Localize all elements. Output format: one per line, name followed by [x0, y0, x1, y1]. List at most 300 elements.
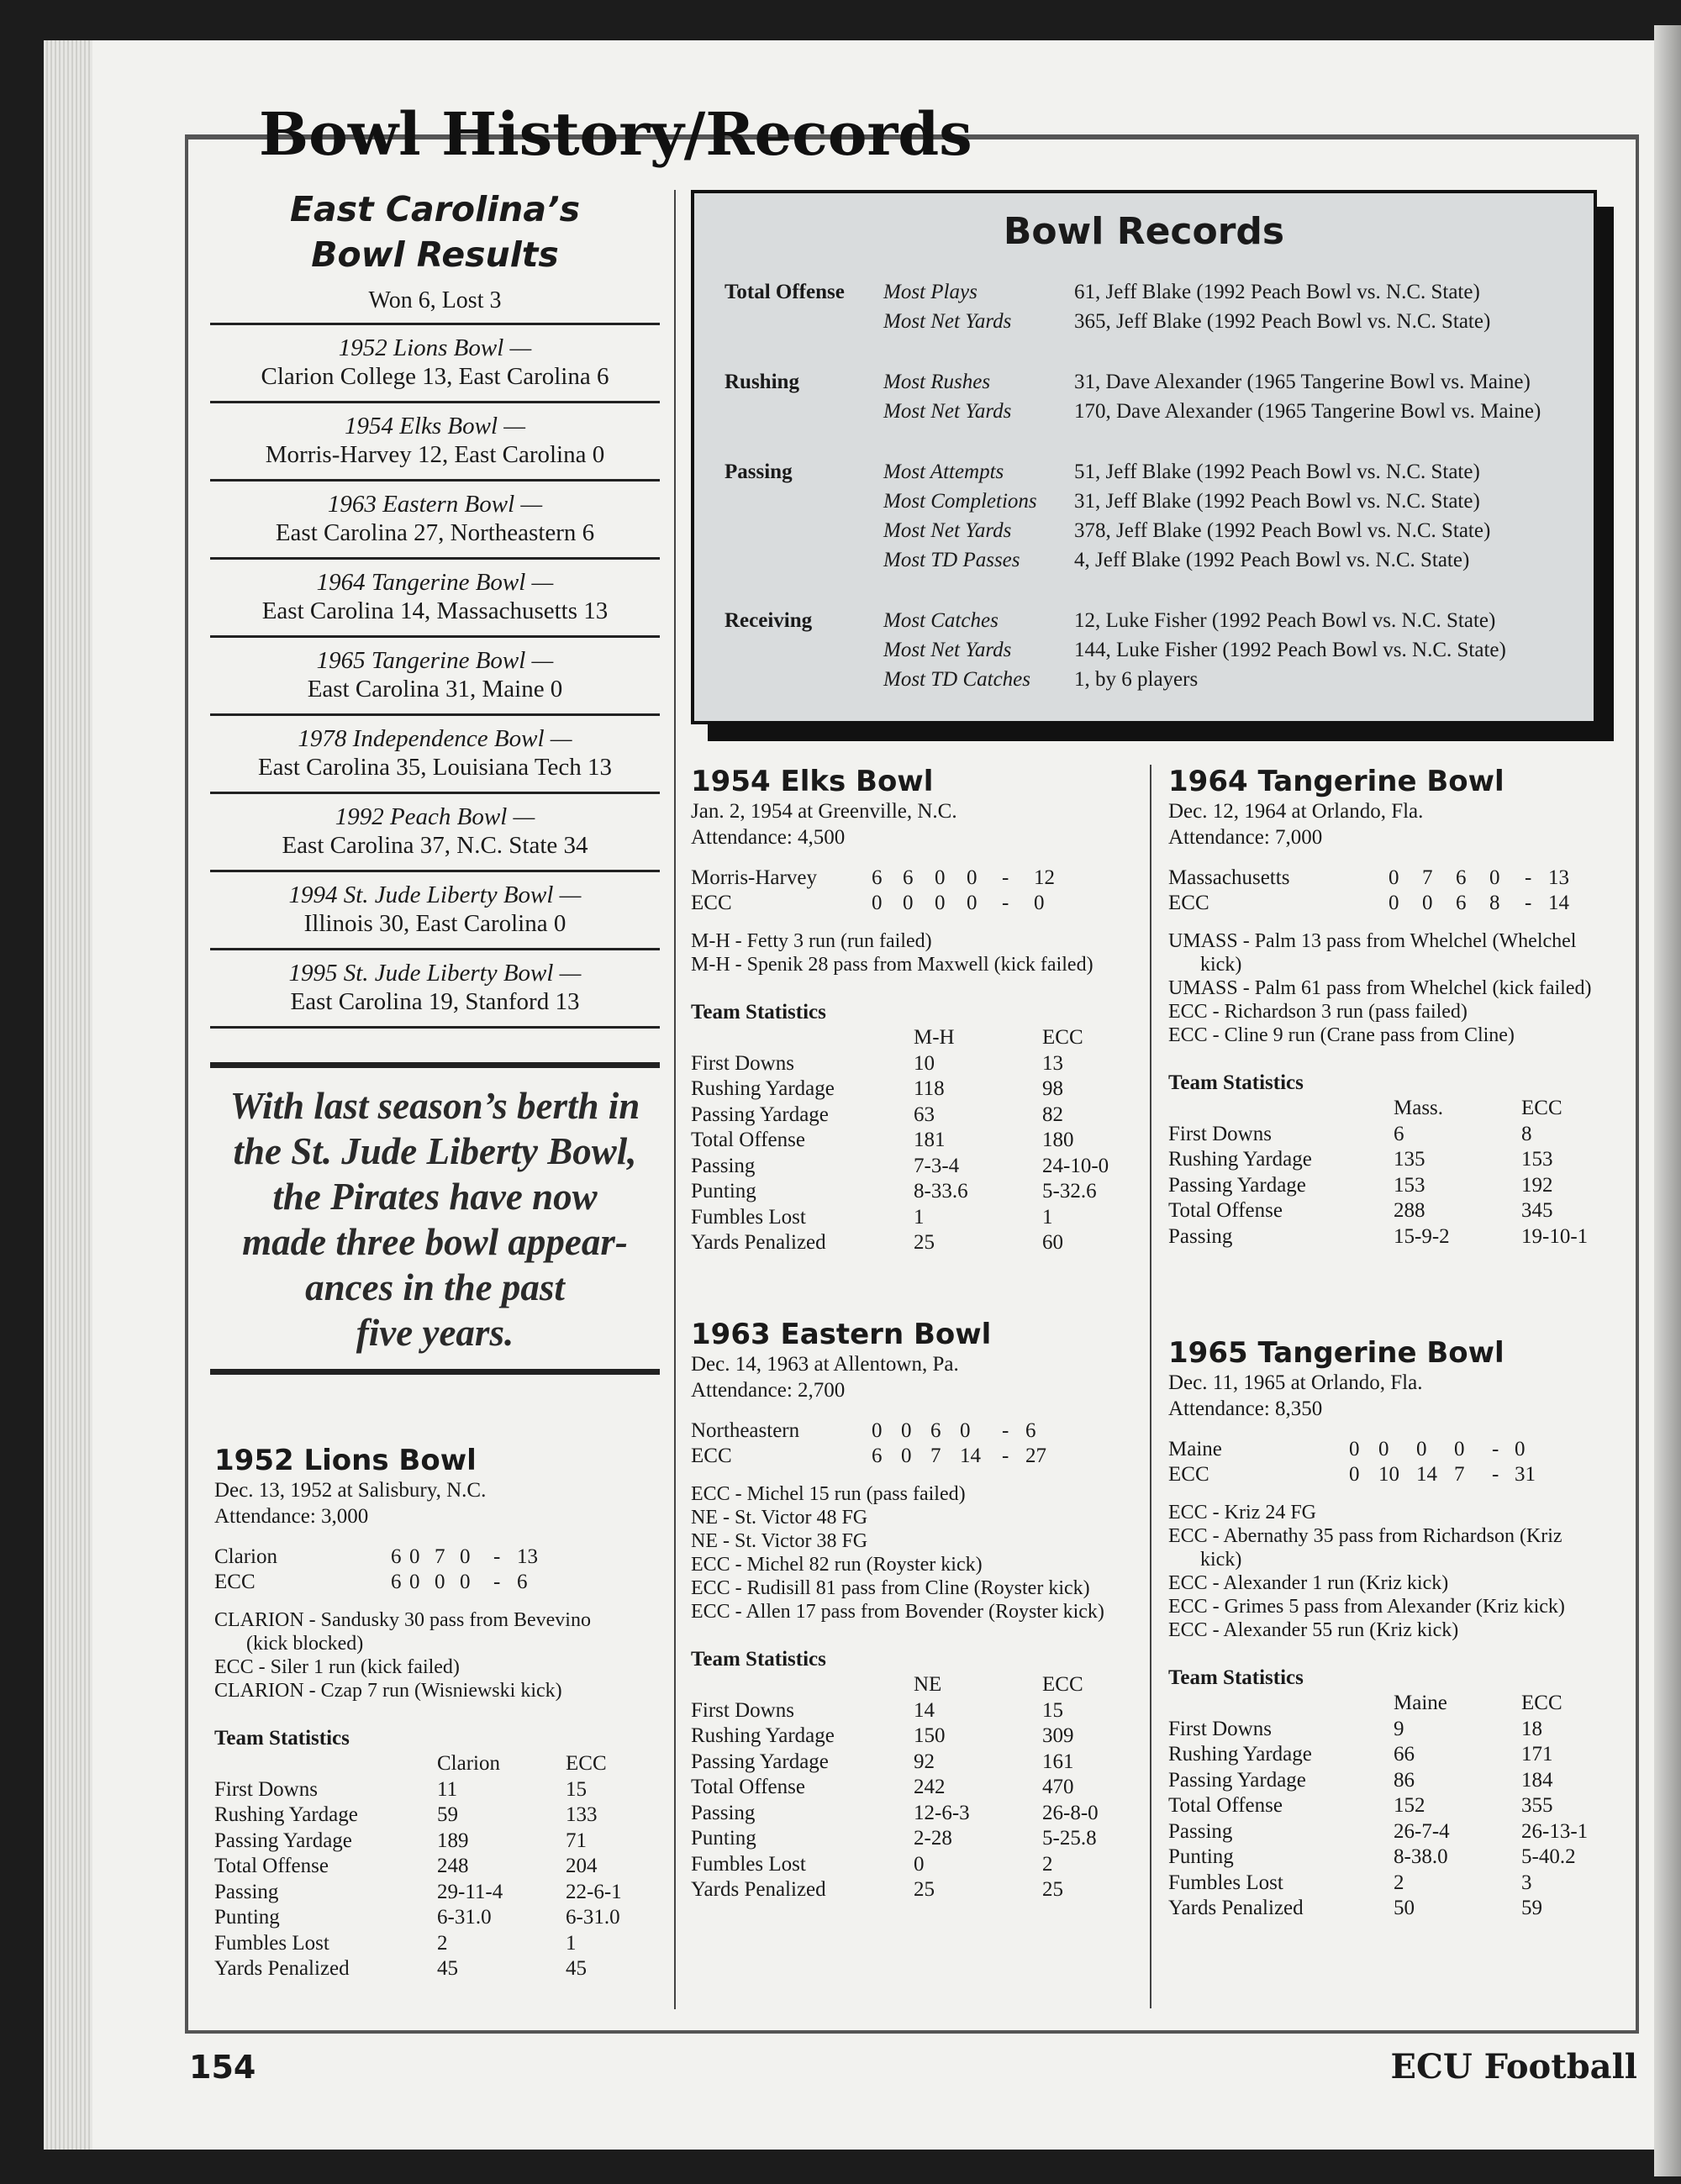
stats-row: [691, 1205, 1128, 1231]
stat-value-team1: 242: [914, 1776, 946, 1798]
stat-value-team1: 150: [914, 1724, 946, 1747]
score-dash: -: [1492, 1438, 1499, 1460]
game-1963-eastern-bowl: [691, 1318, 1128, 1903]
stats-row: [691, 1051, 1128, 1077]
stat-label: Fumbles Lost: [691, 1205, 806, 1229]
score-quarter: 10: [1378, 1463, 1399, 1486]
stat-value-team1: 2: [1394, 1871, 1404, 1894]
stats-row: [691, 1179, 1128, 1205]
stat-value-team1: 9: [1394, 1717, 1404, 1740]
scoring-play: M-H - Fetty 3 run (run failed): [691, 930, 932, 952]
stat-value-team1: 135: [1394, 1148, 1425, 1171]
stat-label: Passing Yardage: [1168, 1173, 1306, 1197]
quote-line: ances in the past: [305, 1266, 565, 1308]
stats-header-team2: ECC: [1042, 1673, 1083, 1696]
record-label: Most Plays: [883, 281, 978, 303]
page-edge: [44, 40, 92, 2150]
score-team: Maine: [1168, 1438, 1222, 1460]
score-quarter: 8: [1489, 892, 1500, 914]
score-quarter: 0: [1349, 1438, 1360, 1460]
score-quarter: 6: [391, 1571, 402, 1593]
stat-value-team2: 6-31.0: [566, 1906, 620, 1929]
stat-label: Passing: [1168, 1819, 1233, 1843]
score-quarter: 14: [960, 1445, 981, 1467]
record-label: Most Attempts: [883, 460, 1004, 483]
score-row: [1168, 1462, 1605, 1487]
stats-row: [691, 1698, 1128, 1724]
record-cat: Total Offense: [725, 281, 845, 303]
stat-value-team2: 45: [566, 1957, 587, 1980]
stat-label: Rushing Yardage: [691, 1724, 835, 1747]
column-divider-right: [1150, 765, 1151, 2008]
bowl-result-name: 1963 Eastern Bowl —: [327, 491, 543, 518]
score-team: Morris-Harvey: [691, 866, 817, 889]
stats-row: [691, 1128, 1128, 1154]
score-quarter: 0: [1489, 866, 1500, 889]
score-dash: -: [1492, 1463, 1499, 1486]
score-quarter: 7: [1454, 1463, 1465, 1486]
stat-value-team2: 19-10-1: [1521, 1224, 1589, 1248]
stats-row: [1168, 1173, 1605, 1199]
score-team: ECC: [214, 1571, 256, 1593]
game-1964-tangerine-bowl: [1168, 765, 1605, 1250]
game-title: 1954 Elks Bowl: [691, 765, 934, 798]
score-quarter: 0: [901, 1445, 912, 1467]
score-row: [691, 1444, 1128, 1469]
bowl-result-item: [210, 872, 660, 950]
score-quarter: 0: [460, 1571, 471, 1593]
record-label: Most Catches: [883, 609, 999, 632]
stat-label: Passing Yardage: [691, 1750, 829, 1773]
record-cat: Receiving: [725, 609, 813, 632]
stats-row: [691, 1750, 1128, 1776]
bowl-results-heading: [210, 187, 660, 277]
score-total: 0: [1515, 1438, 1526, 1460]
stat-value-team1: 8-33.6: [914, 1180, 968, 1203]
bowl-result-item: [210, 794, 660, 872]
bowl-results-heading-line2: Bowl Results: [311, 234, 559, 275]
score-quarter: 0: [1389, 866, 1399, 889]
game-1954-elks-bowl: [691, 765, 1128, 1256]
game-attendance: Attendance: 8,350: [1168, 1397, 1323, 1420]
stats-row: [1168, 1845, 1605, 1871]
score-team: ECC: [1168, 892, 1209, 914]
stat-value-team2: 3: [1521, 1871, 1532, 1894]
team-statistics-title: Team Statistics: [691, 1648, 826, 1671]
stats-row: [691, 1775, 1128, 1801]
stat-value-team1: 25: [914, 1878, 935, 1901]
scoring-play: ECC - Allen 17 pass from Bovender (Royster kick): [691, 1601, 1104, 1623]
stat-value-team2: 153: [1521, 1148, 1553, 1171]
stats-row: [214, 1905, 626, 1931]
record-value: 51, Jeff Blake (1992 Peach Bowl vs. N.C. State): [1074, 460, 1480, 483]
record-label: Most Rushes: [883, 371, 991, 393]
score-total: 12: [1034, 866, 1055, 889]
game-attendance: Attendance: 7,000: [1168, 826, 1323, 849]
stat-value-team2: 98: [1042, 1077, 1063, 1100]
stats-row: [1168, 1768, 1605, 1794]
game-date: Jan. 2, 1954 at Greenville, N.C.: [691, 800, 957, 823]
team-statistics-title: Team Statistics: [1168, 1666, 1304, 1689]
scoring-play: ECC - Kriz 24 FG: [1168, 1502, 1316, 1524]
game-attendance: Attendance: 2,700: [691, 1379, 846, 1402]
game-date: Dec. 11, 1965 at Orlando, Fla.: [1168, 1371, 1423, 1394]
score-quarter: 0: [1378, 1438, 1389, 1460]
score-quarter: 0: [967, 892, 978, 914]
scoring-play: ECC - Alexander 1 run (Kriz kick): [1168, 1572, 1449, 1594]
scoring-play: ECC - Siler 1 run (kick failed): [214, 1656, 460, 1678]
game-1952-lions-bowl: [214, 1444, 626, 1982]
stat-value-team2: 13: [1042, 1051, 1063, 1075]
score-team: ECC: [691, 892, 732, 914]
scoring-play: ECC - Grimes 5 pass from Alexander (Kriz kick): [1168, 1596, 1565, 1618]
stat-value-team1: 50: [1394, 1897, 1415, 1919]
bowl-result-score: Clarion College 13, East Carolina 6: [261, 363, 609, 390]
stat-label: Fumbles Lost: [1168, 1871, 1283, 1894]
stat-label: Fumbles Lost: [691, 1852, 806, 1876]
stats-header: [214, 1751, 626, 1777]
score-row: [214, 1570, 626, 1595]
score-quarter: 0: [1389, 892, 1399, 914]
stat-label: Punting: [691, 1180, 756, 1203]
scoring-play: ECC - Cline 9 run (Crane pass from Cline): [1168, 1024, 1515, 1046]
record-label: Most TD Catches: [883, 668, 1030, 691]
stat-label: First Downs: [691, 1051, 794, 1075]
score-quarter: 6: [1456, 892, 1467, 914]
score-row: [1168, 1437, 1605, 1462]
bowl-result-score: East Carolina 27, Northeastern 6: [275, 519, 595, 546]
stat-value-team1: 66: [1394, 1743, 1415, 1766]
score-quarter: 14: [1416, 1463, 1437, 1486]
stat-value-team1: 10: [914, 1051, 935, 1075]
stat-value-team2: 71: [566, 1829, 587, 1852]
book-edge: [1654, 25, 1681, 2176]
stat-value-team1: 15-9-2: [1394, 1224, 1450, 1248]
record-value: 1, by 6 players: [1074, 668, 1199, 691]
game-title: 1965 Tangerine Bowl: [1168, 1336, 1504, 1370]
score-row: [1168, 891, 1605, 916]
stat-label: Passing Yardage: [214, 1829, 352, 1852]
stats-row: [691, 1801, 1128, 1827]
record-cat: Rushing: [725, 371, 799, 393]
game-title: 1964 Tangerine Bowl: [1168, 765, 1504, 798]
stat-value-team1: 2-28: [914, 1827, 952, 1850]
score-quarter: 0: [935, 892, 946, 914]
game-title: 1963 Eastern Bowl: [691, 1318, 992, 1351]
stats-row: [1168, 1147, 1605, 1173]
scoring-play: NE - St. Victor 48 FG: [691, 1507, 868, 1529]
stat-value-team2: 24-10-0: [1042, 1154, 1109, 1177]
record-value: 12, Luke Fisher (1992 Peach Bowl vs. N.C. State): [1074, 609, 1496, 632]
quote-line: made three bowl appear-: [242, 1221, 628, 1263]
bowl-result-name: 1978 Independence Bowl —: [298, 725, 572, 752]
game-date: Dec. 14, 1963 at Allentown, Pa.: [691, 1353, 959, 1376]
stat-label: Passing Yardage: [1168, 1768, 1306, 1792]
team-statistics-title: Team Statistics: [691, 1001, 826, 1024]
score-total: 0: [1034, 892, 1045, 914]
score-row: [691, 1418, 1128, 1444]
bowl-result-score: Morris-Harvey 12, East Carolina 0: [265, 441, 605, 468]
stats-row: [1168, 1896, 1605, 1922]
stat-label: Fumbles Lost: [214, 1931, 329, 1955]
bowl-result-name: 1952 Lions Bowl —: [338, 334, 532, 361]
stat-value-team1: 59: [437, 1803, 458, 1826]
stat-label: Punting: [1168, 1845, 1234, 1868]
stat-value-team1: 288: [1394, 1199, 1425, 1222]
won-lost-record: Won 6, Lost 3: [368, 287, 502, 313]
stat-value-team1: 11: [437, 1777, 458, 1801]
score-quarter: 6: [872, 1445, 883, 1467]
record-label: Most Completions: [883, 490, 1037, 513]
bowl-result-score: East Carolina 35, Louisiana Tech 13: [257, 754, 613, 781]
stat-label: Rushing Yardage: [214, 1803, 358, 1826]
stat-value-team1: 12-6-3: [914, 1801, 970, 1824]
score-team: ECC: [691, 1445, 732, 1467]
stat-value-team1: 25: [914, 1231, 935, 1254]
record-value: 4, Jeff Blake (1992 Peach Bowl vs. N.C. State): [1074, 549, 1470, 571]
stat-value-team2: 26-13-1: [1521, 1819, 1589, 1843]
bowl-records-title: Bowl Records: [1003, 210, 1285, 253]
stat-label: Total Offense: [1168, 1794, 1283, 1817]
bowl-result-item: [210, 716, 660, 794]
stats-row: [1168, 1198, 1605, 1224]
stats-header-team1: NE: [914, 1673, 942, 1696]
score-quarter: 6: [1456, 866, 1467, 889]
scoring-play: UMASS - Palm 13 pass from Whelchel (Whelchel kick): [1168, 930, 1577, 976]
bowl-result-item: [210, 638, 660, 716]
record-value: 365, Jeff Blake (1992 Peach Bowl vs. N.C. State): [1074, 310, 1491, 333]
stat-value-team2: 161: [1042, 1750, 1074, 1773]
stats-row: [691, 1877, 1128, 1903]
stat-label: First Downs: [1168, 1717, 1272, 1740]
scoring-play: NE - St. Victor 38 FG: [691, 1530, 868, 1552]
stats-row: [1168, 1717, 1605, 1743]
score-total: 31: [1515, 1463, 1536, 1486]
score-dash: -: [1525, 892, 1532, 914]
score-total: 13: [517, 1545, 538, 1568]
score-total: 27: [1025, 1445, 1046, 1467]
stats-row: [691, 1724, 1128, 1750]
bowl-result-score: East Carolina 19, Stanford 13: [290, 988, 580, 1015]
stat-label: Passing: [691, 1154, 756, 1177]
scoring-play: ECC - Michel 15 run (pass failed): [691, 1483, 966, 1505]
stat-value-team2: 1: [1042, 1205, 1053, 1229]
score-quarter: 7: [930, 1445, 941, 1467]
stat-label: Passing Yardage: [691, 1103, 829, 1126]
stat-value-team2: 15: [566, 1777, 587, 1801]
stats-row: [1168, 1742, 1605, 1768]
stat-value-team1: 2: [437, 1931, 448, 1955]
stats-header-team2: ECC: [566, 1752, 607, 1775]
stat-value-team2: 2: [1042, 1852, 1053, 1876]
scoring-play: CLARION - Czap 7 run (Wisniewski kick): [214, 1680, 562, 1702]
stat-value-team1: 29-11-4: [437, 1880, 503, 1903]
stat-label: First Downs: [1168, 1122, 1272, 1145]
stat-value-team1: 92: [914, 1750, 935, 1773]
stat-value-team1: 45: [437, 1957, 458, 1980]
score-quarter: 7: [435, 1545, 445, 1568]
score-quarter: 0: [1454, 1438, 1465, 1460]
score-quarter: 0: [901, 1419, 912, 1442]
record-label: Most Net Yards: [883, 400, 1012, 423]
score-total: 14: [1548, 892, 1569, 914]
score-total: 6: [517, 1571, 528, 1593]
score-dash: -: [1525, 866, 1532, 889]
stats-header: [691, 1672, 1128, 1698]
stat-label: Yards Penalized: [691, 1231, 826, 1254]
stat-value-team1: 6: [1394, 1122, 1404, 1145]
stat-value-team1: 152: [1394, 1794, 1425, 1817]
stat-value-team1: 14: [914, 1698, 935, 1722]
stat-label: Rushing Yardage: [1168, 1743, 1312, 1766]
stats-row: [691, 1852, 1128, 1878]
score-quarter: 0: [1422, 892, 1433, 914]
stats-header-team1: M-H: [914, 1026, 955, 1049]
stat-value-team1: 8-38.0: [1394, 1845, 1448, 1868]
scoring-play: ECC - Michel 82 run (Royster kick): [691, 1554, 983, 1576]
stat-value-team1: 7-3-4: [914, 1154, 960, 1177]
score-total: 6: [1025, 1419, 1036, 1442]
quote-line: five years.: [356, 1312, 514, 1354]
stat-label: Passing: [214, 1880, 279, 1903]
stat-value-team2: 59: [1521, 1897, 1542, 1919]
stat-value-team2: 180: [1042, 1129, 1074, 1151]
stats-header-team1: Maine: [1394, 1692, 1447, 1714]
record-value: 378, Jeff Blake (1992 Peach Bowl vs. N.C. State): [1074, 519, 1491, 542]
bowl-result-name: 1992 Peach Bowl —: [335, 803, 535, 830]
stat-value-team2: 25: [1042, 1878, 1063, 1901]
stat-label: Punting: [214, 1906, 280, 1929]
stats-row: [1168, 1819, 1605, 1845]
stat-label: Passing: [691, 1801, 756, 1824]
stat-value-team2: 18: [1521, 1717, 1542, 1740]
score-quarter: 0: [1416, 1438, 1427, 1460]
stat-label: Punting: [691, 1827, 756, 1850]
score-quarter: 0: [1349, 1463, 1360, 1486]
column-divider-left: [674, 190, 676, 2009]
quote-line: With last season’s berth in: [229, 1085, 640, 1127]
score-team: Northeastern: [691, 1419, 800, 1442]
stat-value-team2: 309: [1042, 1724, 1074, 1747]
team-statistics-title: Team Statistics: [214, 1727, 350, 1750]
stat-value-team1: 118: [914, 1077, 945, 1100]
bowl-results-column: [210, 187, 660, 1375]
stats-header: [1168, 1691, 1605, 1717]
score-quarter: 0: [872, 1419, 883, 1442]
stat-value-team1: 248: [437, 1855, 469, 1877]
quote-line: the St. Jude Liberty Bowl,: [233, 1130, 637, 1172]
stat-value-team2: 204: [566, 1855, 598, 1877]
stats-row: [214, 1802, 626, 1829]
stats-row: [214, 1880, 626, 1906]
game-attendance: Attendance: 4,500: [691, 826, 846, 849]
game-date: Dec. 13, 1952 at Salisbury, N.C.: [214, 1479, 487, 1502]
stat-value-team1: 1: [914, 1205, 925, 1229]
stats-row: [1168, 1122, 1605, 1148]
publication-name: ECU Football: [1390, 2047, 1637, 2087]
stat-value-team1: 181: [914, 1129, 946, 1151]
scoring-plays: [691, 929, 1128, 976]
stat-value-team2: 82: [1042, 1103, 1063, 1126]
page-number: 154: [189, 2049, 256, 2086]
bowl-result-name: 1965 Tangerine Bowl —: [316, 647, 554, 674]
bowl-result-item: [210, 403, 660, 482]
stat-value-team2: 192: [1521, 1173, 1553, 1197]
score-row: [1168, 866, 1605, 891]
score-dash: -: [1002, 1419, 1009, 1442]
scoring-play: M-H - Spenik 28 pass from Maxwell (kick failed): [691, 954, 1093, 976]
game-title: 1952 Lions Bowl: [214, 1444, 477, 1477]
game-date: Dec. 12, 1964 at Orlando, Fla.: [1168, 800, 1424, 823]
stat-value-team2: 8: [1521, 1122, 1532, 1145]
stats-header-team2: ECC: [1521, 1097, 1562, 1119]
score-quarter: 7: [1422, 866, 1433, 889]
stat-label: First Downs: [214, 1777, 318, 1801]
record-value: 61, Jeff Blake (1992 Peach Bowl vs. N.C. State): [1074, 281, 1480, 303]
bowl-result-item: [210, 325, 660, 403]
stat-value-team2: 5-32.6: [1042, 1180, 1097, 1203]
stat-value-team2: 22-6-1: [566, 1880, 622, 1903]
stat-label: Yards Penalized: [691, 1878, 826, 1901]
stats-row: [691, 1103, 1128, 1129]
scoring-plays: [691, 1482, 1128, 1624]
stat-value-team1: 189: [437, 1829, 469, 1852]
stat-value-team2: 171: [1521, 1743, 1553, 1766]
bowl-result-name: 1995 St. Jude Liberty Bowl —: [288, 960, 582, 987]
scoring-play: CLARION - Sandusky 30 pass from Bevevino (kick blocked): [214, 1609, 591, 1655]
score-dash: -: [1002, 866, 1009, 889]
score-team: ECC: [1168, 1463, 1209, 1486]
score-dash: -: [493, 1545, 501, 1568]
stat-label: Total Offense: [214, 1855, 329, 1877]
stat-value-team2: 15: [1042, 1698, 1063, 1722]
stat-value-team1: 26-7-4: [1394, 1819, 1450, 1843]
stat-value-team2: 355: [1521, 1794, 1553, 1817]
stat-value-team1: 6-31.0: [437, 1906, 492, 1929]
scoring-play: ECC - Rudisill 81 pass from Cline (Royster kick): [691, 1577, 1090, 1599]
stats-header-team2: ECC: [1521, 1692, 1562, 1714]
score-quarter: 0: [409, 1571, 420, 1593]
scoring-play: UMASS - Palm 61 pass from Whelchel (kick failed): [1168, 977, 1592, 999]
record-cat: Passing: [725, 460, 793, 483]
record-label: Most Net Yards: [883, 639, 1012, 661]
record-value: 31, Dave Alexander (1965 Tangerine Bowl vs. Maine): [1074, 371, 1531, 393]
stat-label: Yards Penalized: [1168, 1897, 1304, 1919]
stat-label: Total Offense: [691, 1129, 805, 1151]
bowl-result-item: [210, 950, 660, 1029]
stats-row: [691, 1076, 1128, 1103]
stat-value-team2: 5-40.2: [1521, 1845, 1576, 1868]
record-value: 170, Dave Alexander (1965 Tangerine Bowl vs. Maine): [1074, 400, 1541, 423]
bowl-result-score: East Carolina 14, Massachusetts 13: [261, 597, 609, 624]
stats-row: [214, 1956, 626, 1982]
scoring-plays: [214, 1608, 626, 1702]
record-value: 31, Jeff Blake (1992 Peach Bowl vs. N.C. State): [1074, 490, 1480, 513]
page-title: Bowl History/Records: [259, 99, 972, 169]
score-quarter: 0: [967, 866, 978, 889]
stats-row: [691, 1230, 1128, 1256]
game-attendance: Attendance: 3,000: [214, 1505, 369, 1528]
stat-value-team2: 1: [566, 1931, 577, 1955]
stat-label: Rushing Yardage: [1168, 1148, 1312, 1171]
stats-header: [691, 1025, 1128, 1051]
score-quarter: 0: [460, 1545, 471, 1568]
bowl-result-score: Illinois 30, East Carolina 0: [303, 910, 566, 937]
game-1965-tangerine-bowl: [1168, 1336, 1605, 1922]
stat-value-team2: 470: [1042, 1776, 1074, 1798]
score-total: 13: [1548, 866, 1569, 889]
scoring-plays: [1168, 1501, 1605, 1642]
